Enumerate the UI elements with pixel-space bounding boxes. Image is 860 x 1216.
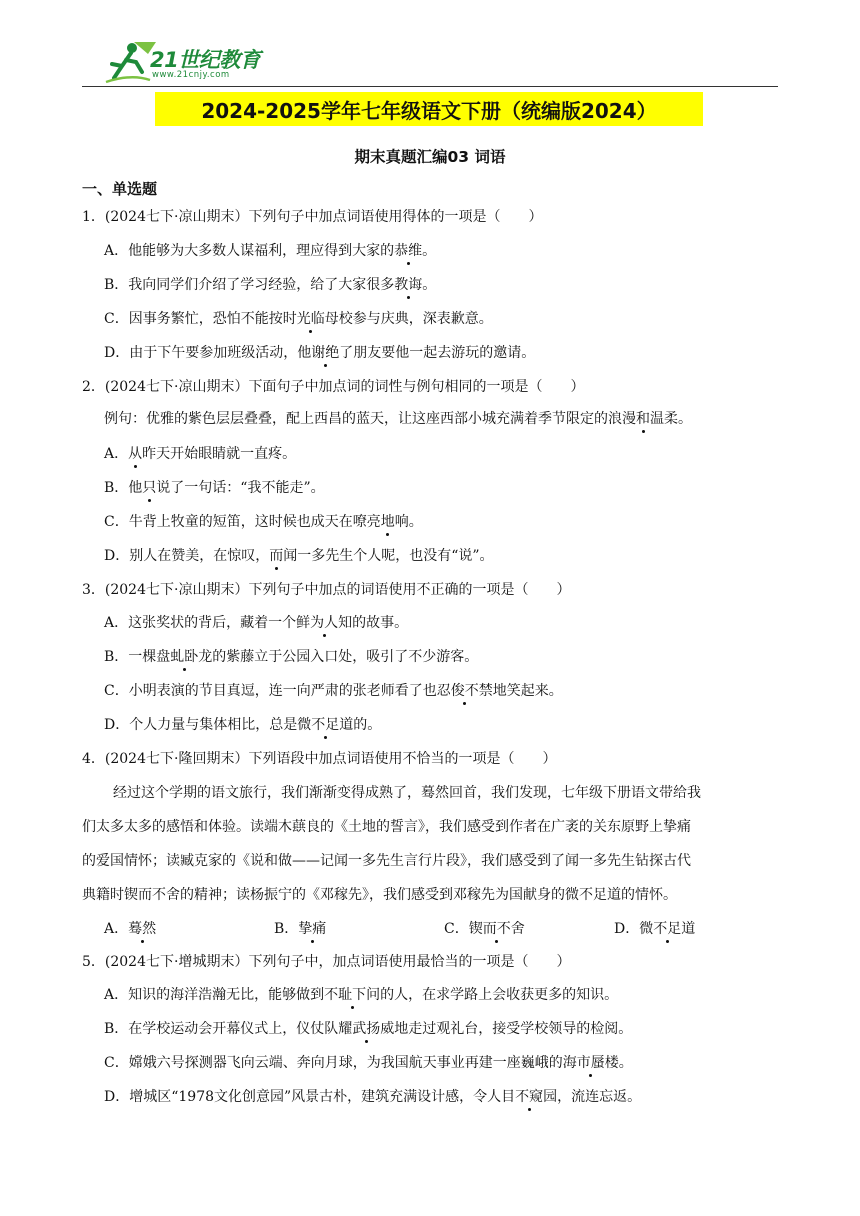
question-stem: 5．(2024七下·增城期末）下列句子中，加点词语使用最恰当的一项是（ ） — [82, 954, 571, 970]
question-stem: 3．(2024七下·凉山期末）下列句子中加点的词语使用不正确的一项是（ ） — [82, 582, 571, 598]
option-c: C．牛背上牧童的短笛，这时候也成天在嘹亮地响。 — [104, 514, 423, 530]
option-d: D．由于下午要参加班级活动，他谢绝了朋友要他一起去游玩的邀请。 — [104, 345, 536, 361]
section-heading: 一、单选题 — [82, 180, 158, 198]
option-d: D．别人在赞美，在惊叹，而闻一多先生个人呢，也没有“说”。 — [104, 548, 494, 564]
passage-line: 经过这个学期的语文旅行，我们渐渐变得成熟了，蓦然回首，我们发现，七年级下册语文带给我 — [113, 785, 701, 801]
question-stem: 2．(2024七下·凉山期末）下面句子中加点词的词性与例句相同的一项是（ ） — [82, 379, 585, 395]
question-stem: 4．(2024七下·隆回期末）下列语段中加点词语使用不恰当的一项是（ ） — [82, 751, 557, 767]
option-a: A．这张奖状的背后，藏着一个鲜为人知的故事。 — [104, 615, 409, 631]
passage-line: 的爱国情怀；读臧克家的《说和做——记闻一多先生言行片段》，我们感受到了闻一多先生钻探古代 — [82, 853, 691, 869]
header-rule — [82, 86, 778, 87]
option-a: A．蓦然 — [104, 921, 157, 937]
option-c: C．小明表演的节目真逗，连一向严肃的张老师看了也忍俊不禁地笑起来。 — [104, 683, 563, 699]
option-d: D．个人力量与集体相比，总是微不足道的。 — [104, 717, 382, 733]
option-b: B．一棵盘虬卧龙的紫藤立于公园入口处，吸引了不少游客。 — [104, 649, 479, 665]
option-a: A．知识的海洋浩瀚无比，能够做到不耻下问的人，在求学路上会收获更多的知识。 — [104, 987, 619, 1003]
document-title: 2024-2025学年七年级语文下册（统编版2024） — [201, 99, 657, 123]
option-a: A．他能够为大多数人谋福利，理应得到大家的恭维。 — [104, 243, 437, 259]
logo-text: 21世纪教育 — [150, 48, 261, 72]
option-a: A．从昨天开始眼睛就一直疼。 — [104, 446, 297, 462]
passage-line: 典籍时锲而不舍的精神；读杨振宁的《邓稼先》，我们感受到邓稼先为国献身的微不足道的情怀。 — [82, 887, 677, 903]
option-d: D．微不足道 — [614, 921, 696, 937]
question-stem: 1．(2024七下·凉山期末）下列句子中加点词语使用得体的一项是（ ） — [82, 209, 543, 225]
option-c: C．嫦娥六号探测器飞向云端、奔向月球，为我国航天事业再建一座巍峨的海市蜃楼。 — [104, 1055, 633, 1071]
passage-line: 们太多太多的感悟和体验。读端木蕻良的《土地的誓言》，我们感受到作者在广袤的关东原野上挚痛 — [82, 819, 691, 835]
option-c: C．因事务繁忙，恐怕不能按时光临母校参与庆典，深表歉意。 — [104, 311, 493, 327]
option-b: B．他只说了一句话：“我不能走”。 — [104, 480, 325, 496]
option-b: B．我向同学们介绍了学习经验，给了大家很多教诲。 — [104, 277, 437, 293]
document-subtitle: 期末真题汇编03 词语 — [354, 148, 506, 166]
option-c: C．锲而不舍 — [444, 921, 525, 937]
option-b: B．挚痛 — [274, 921, 327, 937]
option-d: D．增城区“1978文化创意园”风景古朴，建筑充满设计感，令人目不窥园，流连忘返。 — [104, 1089, 642, 1105]
example-sentence: 例句：优雅的紫色层层叠叠，配上西昌的蓝天，让这座西部小城充满着季节限定的浪漫和温柔。 — [104, 411, 692, 427]
logo-url: www.21cnjy.com — [152, 70, 230, 80]
option-row — [104, 920, 784, 938]
option-b: B．在学校运动会开幕仪式上，仪仗队耀武扬威地走过观礼台，接受学校领导的检阅。 — [104, 1021, 633, 1037]
